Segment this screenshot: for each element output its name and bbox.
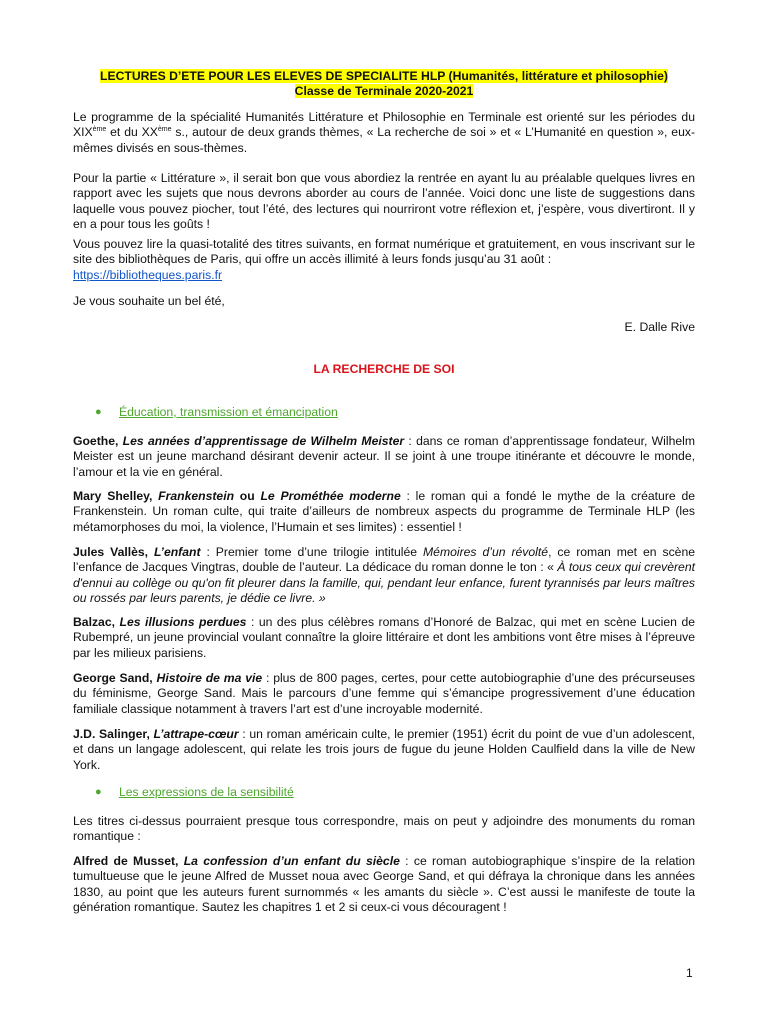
bullet-icon: ● <box>95 786 102 798</box>
title-line-2: Classe de Terminale 2020-2021 <box>294 84 474 98</box>
library-link[interactable]: https://bibliotheques.paris.fr <box>73 267 223 282</box>
intro-paragraph-2: Pour la partie « Littérature », il serait bon que vous abordiez la rentrée en ayant lu au préalable quelques livres en rapport avec les sujets que nous devrons aborder au cours de l’année. Voici donc une liste de suggestions dans laquelle vous pouvez piocher, tout l’été, des lectures qui nourriront votre réflexion et, j’espère, vous divertiront. Il y en a pour tous les goûts ! <box>73 171 695 231</box>
greeting: Je vous souhaite un bel été, <box>73 294 225 308</box>
theme-label: Les expressions de la sensibilité <box>119 785 294 799</box>
theme-label: Éducation, transmission et émancipation <box>119 405 338 419</box>
book-salinger: J.D. Salinger, L’attrape-cœur : un roman américain culte, le premier (1951) écrit du point de vue d’un adolescent, et dans un langage adolescent, qui relate les trois jours de fugue du jeune Holden Caulfield dans la ville de New York. <box>73 727 695 772</box>
intro-paragraph-3: Vous pouvez lire la quasi-totalité des titres suivants, en format numérique et gratuitement, en vous inscrivant sur le site des bibliothèques de Paris, qui offre un accès illimité à leurs fonds jusqu’au 31 août : https://bibliotheques.paris.fr <box>73 237 695 282</box>
title-line-1: LECTURES D’ETE POUR LES ELEVES DE SPECIALITE HLP (Humanités, littérature et philosophie) <box>100 69 668 83</box>
book-musset: Alfred de Musset, La confession d’un enfant du siècle : ce roman autobiographique s’inspire de la relation tumultueuse que le jeune Alfred de Musset noua avec George Sand, et qui défraya la chronique dans les années 1830, au point que les auteurs furent surnommés « les amants du siècle ». C’est aussi le manifeste de toute la génération romantique. Sautez les chapitres 1 et 2 si ceux-ci vous découragent ! <box>73 854 696 914</box>
book-goethe: Goethe, Les années d’apprentissage de Wilhelm Meister : dans ce roman d’apprentissage fondateur, Wilhelm Meister est un jeune marchand désirant devenir acteur. Il se joint à une troupe itinérante et découvre le monde, l’amour et la vie en général. <box>73 434 695 479</box>
bullet-icon: ● <box>95 406 102 418</box>
book-valles: Jules Vallès, L’enfant : Premier tome d’une trilogie intitulée Mémoires d’un révolté, ce roman met en scène l’enfance de Jacques Vingtras, double de l’auteur. La dédicace du roman donne le ton : « À tous ceux qui crevèrent d'ennui au collège ou qu'on fit pleurer dans la famille, qui, pendant leur enfance, furent tyrannisés par leurs maîtres ou rossés par leurs parents, je dédie ce livre. » <box>73 545 695 605</box>
page-number: 1 <box>686 966 693 980</box>
signature: E. Dalle Rive <box>624 320 695 334</box>
book-shelley: Mary Shelley, Frankenstein ou Le Prométhée moderne : le roman qui a fondé le mythe de la créature de Frankenstein. Un roman culte, qui traite d’ailleurs de nombreux aspects du programme de Terminale HLP (les métamorphoses du moi, la violence, l’Humain et ses limites) : essentiel ! <box>73 489 695 534</box>
document-title <box>73 69 695 99</box>
intro-paragraph-1: Le programme de la spécialité Humanités Littérature et Philosophie en Terminale est orienté sur les périodes du XIXème et du XXème s., autour de deux grands thèmes, « La recherche de soi » et « L’Humanité en question », eux-mêmes divisés en sous-thèmes. <box>73 110 695 155</box>
bridge-paragraph: Les titres ci-dessus pourraient presque tous correspondre, mais on peut y adjoindre des monuments du roman romantique : <box>73 814 695 844</box>
book-sand: George Sand, Histoire de ma vie : plus de 800 pages, certes, pour cette autobiographie d’une des précurseuses du féminisme, George Sand. Mais le parcours d’une femme qui s’émancipe progressivement d’une éducation familiale classique notamment à travers l’art est d’une incroyable modernité. <box>73 671 695 716</box>
document-page <box>73 0 695 1024</box>
book-balzac: Balzac, Les illusions perdues : un des plus célèbres romans d’Honoré de Balzac, qui met en scène Lucien de Rubempré, un jeune provincial voulant connaître la gloire littéraire et dont les ambitions vont être mises à l’épreuve par les milieux parisiens. <box>73 615 695 660</box>
section-title: LA RECHERCHE DE SOI <box>313 362 455 376</box>
